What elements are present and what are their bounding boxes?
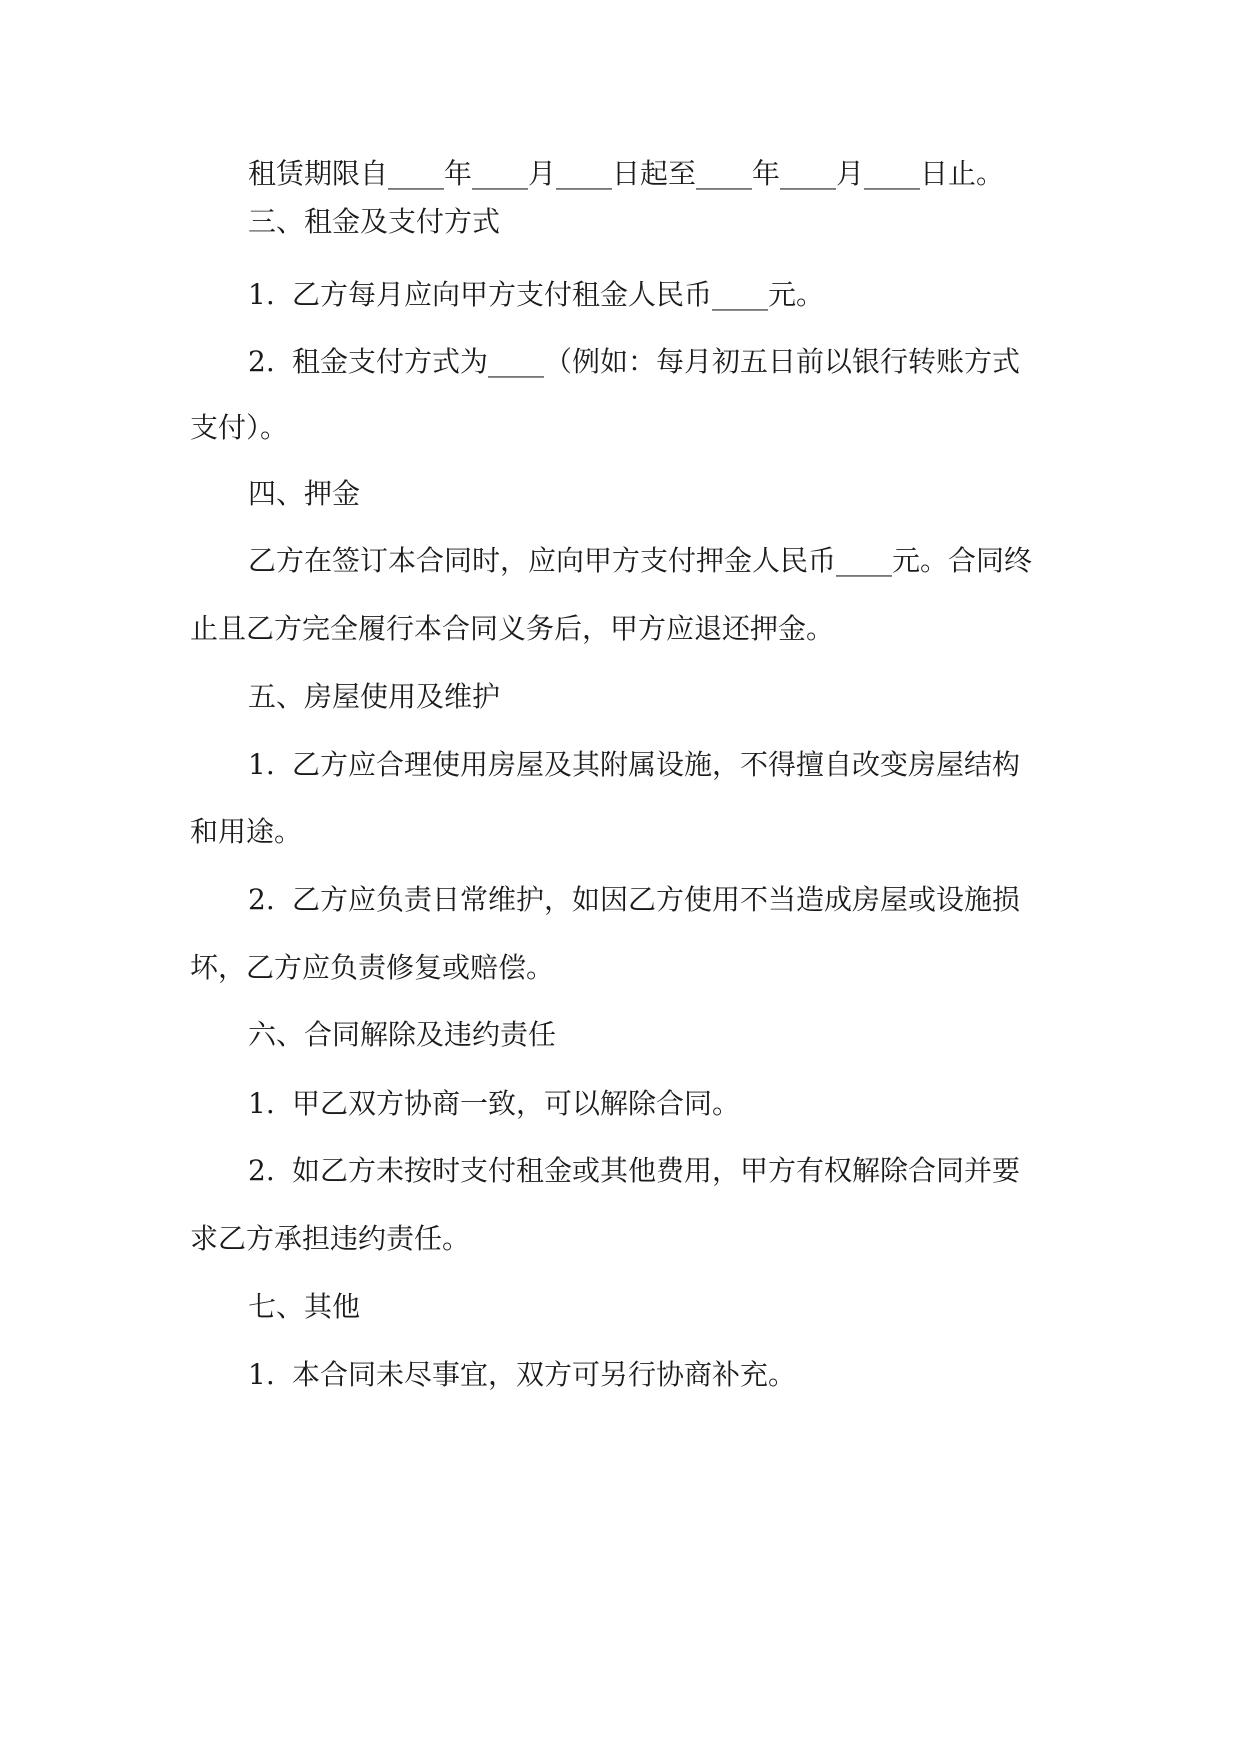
section-4-heading: [248, 476, 360, 512]
section-7-heading-text: 七、其他: [248, 1290, 361, 1323]
section-6-item-2: [248, 1153, 1020, 1189]
item-text: 本合同未尽事宜，双方可另行协商补充。: [292, 1358, 797, 1391]
item-text: 甲乙双方协商一致，可以解除合同。: [292, 1087, 741, 1120]
section-3-heading: [248, 204, 500, 240]
paragraph-text-continued: 止且乙方完全履行本合同义务后，甲方应退还押金。: [190, 612, 835, 645]
item-number: 1.: [248, 748, 275, 781]
section-6-heading: [248, 1017, 556, 1053]
section-5-item-1-cont: [190, 814, 302, 850]
item-text: 乙方应合理使用房屋及其附属设施，不得擅自改变房屋结构: [292, 748, 1021, 781]
section-4-heading-text: 四、押金: [248, 477, 361, 510]
section-5-heading: [248, 679, 500, 715]
section-6-heading-text: 六、合同解除及违约责任: [248, 1018, 557, 1051]
item-text: 乙方应负责日常维护，如因乙方使用不当造成房屋或设施损: [292, 883, 1021, 916]
item-text-continued: 求乙方承担违约责任。: [190, 1222, 471, 1255]
section-7-item-1: [248, 1357, 796, 1393]
section-6-item-2-cont: [190, 1221, 470, 1257]
item-text-continued: 和用途。: [190, 815, 303, 848]
lease-term-line: [248, 156, 1004, 192]
section-3-heading-text: 三、租金及支付方式: [248, 205, 501, 238]
item-number: 1.: [248, 1087, 275, 1120]
item-text-continued: 支付）。: [190, 411, 289, 444]
item-number: 2.: [248, 345, 275, 378]
paragraph-text: 乙方在签订本合同时，应向甲方支付押金人民币____元。合同终: [248, 544, 1033, 577]
section-4-body: [248, 543, 1032, 579]
section-3-item-2: [248, 344, 1020, 380]
section-3-item-1: [248, 277, 824, 313]
section-5-heading-text: 五、房屋使用及维护: [248, 680, 501, 713]
section-6-item-1: [248, 1086, 740, 1122]
item-number: 1.: [248, 278, 275, 311]
section-7-heading: [248, 1289, 360, 1325]
section-4-body-cont: [190, 611, 834, 647]
item-text: 乙方每月应向甲方支付租金人民币____元。: [292, 278, 825, 311]
item-number: 2.: [248, 1154, 275, 1187]
item-text: 如乙方未按时支付租金或其他费用，甲方有权解除合同并要: [292, 1154, 1021, 1187]
section-5-item-2-cont: [190, 950, 554, 986]
section-5-item-2: [248, 882, 1020, 918]
item-text-continued: 坏，乙方应负责修复或赔偿。: [190, 951, 555, 984]
section-5-item-1: [248, 747, 1020, 783]
item-number: 1.: [248, 1358, 275, 1391]
lease-term-text: 租赁期限自____年____月____日起至____年____月____日止。: [248, 157, 1005, 190]
item-text: 租金支付方式为____（例如：每月初五日前以银行转账方式: [292, 345, 1021, 378]
section-3-item-2-cont: [190, 410, 288, 446]
item-number: 2.: [248, 883, 275, 916]
